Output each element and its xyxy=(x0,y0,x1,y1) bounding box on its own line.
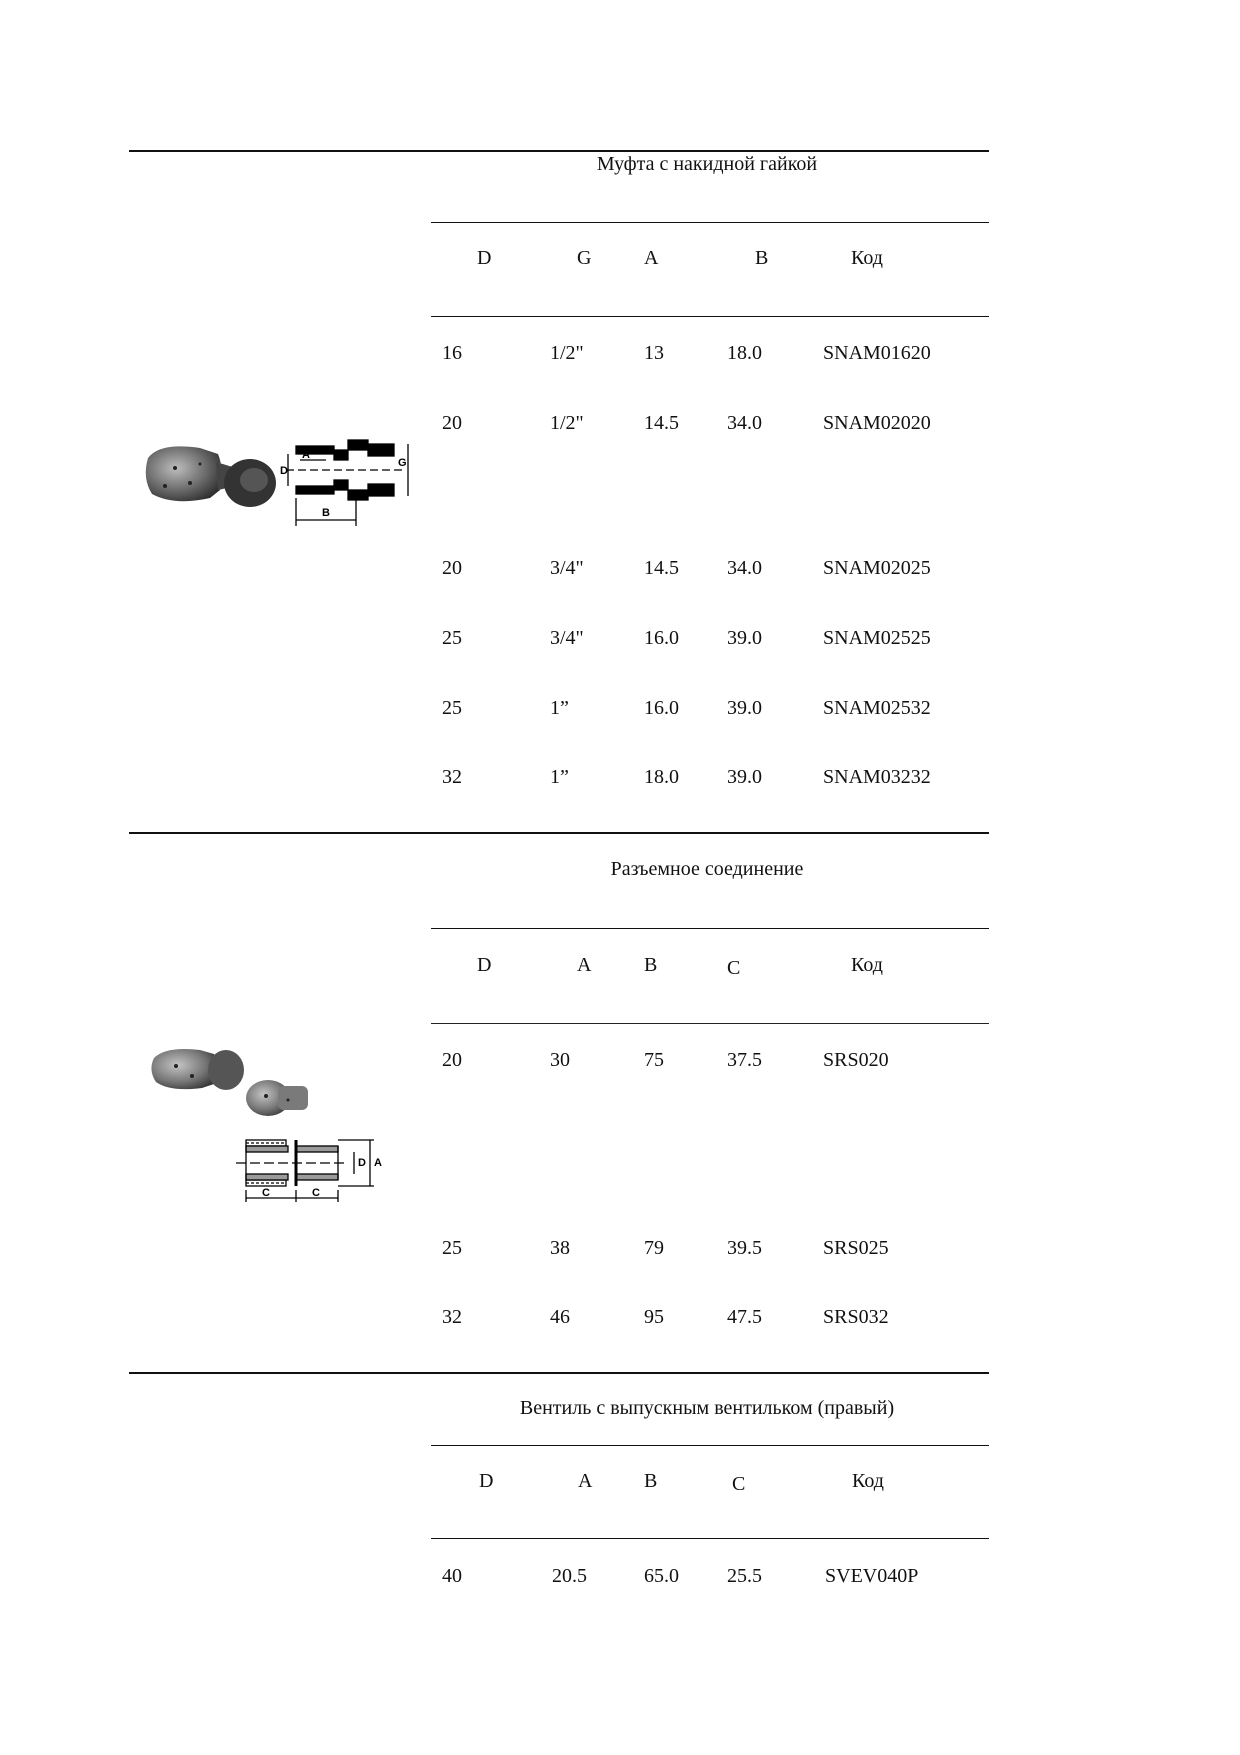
s2-r2-d: 25 xyxy=(442,1237,462,1259)
s2-header-c: C xyxy=(727,957,741,979)
fig2-label-c1: C xyxy=(262,1187,270,1199)
fig1-label-a: A xyxy=(302,449,310,461)
s3-r1-c: 25.5 xyxy=(727,1565,762,1587)
s1-r5-g: 1” xyxy=(550,697,569,719)
s1-r1-code: SNAM01620 xyxy=(823,342,931,364)
s3-header-b: B xyxy=(644,1470,658,1492)
s1-r4-d: 25 xyxy=(442,627,462,649)
section-3-header-top-rule xyxy=(431,1445,989,1446)
section-1-header-bottom-rule xyxy=(431,316,989,317)
s3-r1-code: SVEV040P xyxy=(825,1565,919,1587)
section-3-title: Вентиль с выпускным вентильком (правый) xyxy=(519,1397,895,1419)
s2-r3-d: 32 xyxy=(442,1306,462,1328)
s3-header-code: Код xyxy=(852,1470,884,1492)
s1-r4-a: 16.0 xyxy=(644,627,679,649)
s1-r1-a: 13 xyxy=(644,342,664,364)
s1-header-b: B xyxy=(755,247,769,269)
s2-r3-code: SRS032 xyxy=(823,1306,889,1328)
section-3-header-bottom-rule xyxy=(431,1538,989,1539)
s3-header-c: C xyxy=(732,1473,746,1495)
fig2-label-d: D xyxy=(358,1157,366,1169)
coupling-nut-figure xyxy=(140,428,440,538)
s3-r1-d: 40 xyxy=(442,1565,462,1587)
s1-r6-g: 1” xyxy=(550,766,569,788)
s3-header-d: D xyxy=(479,1470,494,1492)
s2-r3-b: 95 xyxy=(644,1306,664,1328)
s1-r2-a: 14.5 xyxy=(644,412,679,434)
fig1-label-b: B xyxy=(322,507,330,519)
coupling-photo xyxy=(146,446,276,507)
s1-r4-code: SNAM02525 xyxy=(823,627,931,649)
fig2-label-c2: C xyxy=(312,1187,320,1199)
s1-r5-d: 25 xyxy=(442,697,462,719)
s2-header-code: Код xyxy=(851,954,883,976)
union-photo xyxy=(151,1049,308,1116)
s1-r4-g: 3/4" xyxy=(550,627,584,649)
s1-r5-a: 16.0 xyxy=(644,697,679,719)
s1-header-code: Код xyxy=(851,247,883,269)
section-1-header-top-rule xyxy=(431,222,989,223)
s2-r2-a: 38 xyxy=(550,1237,570,1259)
s2-header-b: B xyxy=(644,954,658,976)
s2-r3-a: 46 xyxy=(550,1306,570,1328)
s2-r2-b: 79 xyxy=(644,1237,664,1259)
s1-r5-b: 39.0 xyxy=(727,697,762,719)
fig1-label-g: G xyxy=(398,457,407,469)
s2-r1-b: 75 xyxy=(644,1049,664,1071)
s1-r1-b: 18.0 xyxy=(727,342,762,364)
section-2-top-rule xyxy=(129,832,989,834)
s1-r3-b: 34.0 xyxy=(727,557,762,579)
s2-header-a: A xyxy=(577,954,592,976)
s2-r2-c: 39.5 xyxy=(727,1237,762,1259)
fig2-label-a: A xyxy=(374,1157,382,1169)
section-1-title: Муфта с накидной гайкой xyxy=(596,153,818,175)
s1-r6-b: 39.0 xyxy=(727,766,762,788)
s1-r6-d: 32 xyxy=(442,766,462,788)
s1-r5-code: SNAM02532 xyxy=(823,697,931,719)
section-2-title: Разъемное соединение xyxy=(610,858,804,880)
s1-header-g: G xyxy=(577,247,592,269)
s2-r2-code: SRS025 xyxy=(823,1237,889,1259)
s1-r1-g: 1/2" xyxy=(550,342,584,364)
s1-r3-a: 14.5 xyxy=(644,557,679,579)
s1-r2-d: 20 xyxy=(442,412,462,434)
s1-r3-g: 3/4" xyxy=(550,557,584,579)
s3-r1-a: 20.5 xyxy=(552,1565,587,1587)
fig1-label-d: D xyxy=(280,465,288,477)
s1-header-a: A xyxy=(644,247,659,269)
section-2-header-top-rule xyxy=(431,928,989,929)
s2-r1-a: 30 xyxy=(550,1049,570,1071)
s2-r1-c: 37.5 xyxy=(727,1049,762,1071)
s1-r4-b: 39.0 xyxy=(727,627,762,649)
s1-r6-code: SNAM03232 xyxy=(823,766,931,788)
section-3-top-rule xyxy=(129,1372,989,1374)
s2-header-d: D xyxy=(477,954,492,976)
s2-r3-c: 47.5 xyxy=(727,1306,762,1328)
s2-r1-code: SRS020 xyxy=(823,1049,889,1071)
union-drawing xyxy=(236,1140,374,1202)
s1-r6-a: 18.0 xyxy=(644,766,679,788)
s1-r2-g: 1/2" xyxy=(550,412,584,434)
s1-r3-d: 20 xyxy=(442,557,462,579)
section-2-header-bottom-rule xyxy=(431,1023,989,1024)
s1-r2-code: SNAM02020 xyxy=(823,412,931,434)
s1-r3-code: SNAM02025 xyxy=(823,557,931,579)
union-connection-figure xyxy=(148,1040,418,1220)
s1-r2-b: 34.0 xyxy=(727,412,762,434)
s1-r1-d: 16 xyxy=(442,342,462,364)
s1-header-d: D xyxy=(477,247,492,269)
s3-r1-b: 65.0 xyxy=(644,1565,679,1587)
s3-header-a: A xyxy=(578,1470,593,1492)
s2-r1-d: 20 xyxy=(442,1049,462,1071)
